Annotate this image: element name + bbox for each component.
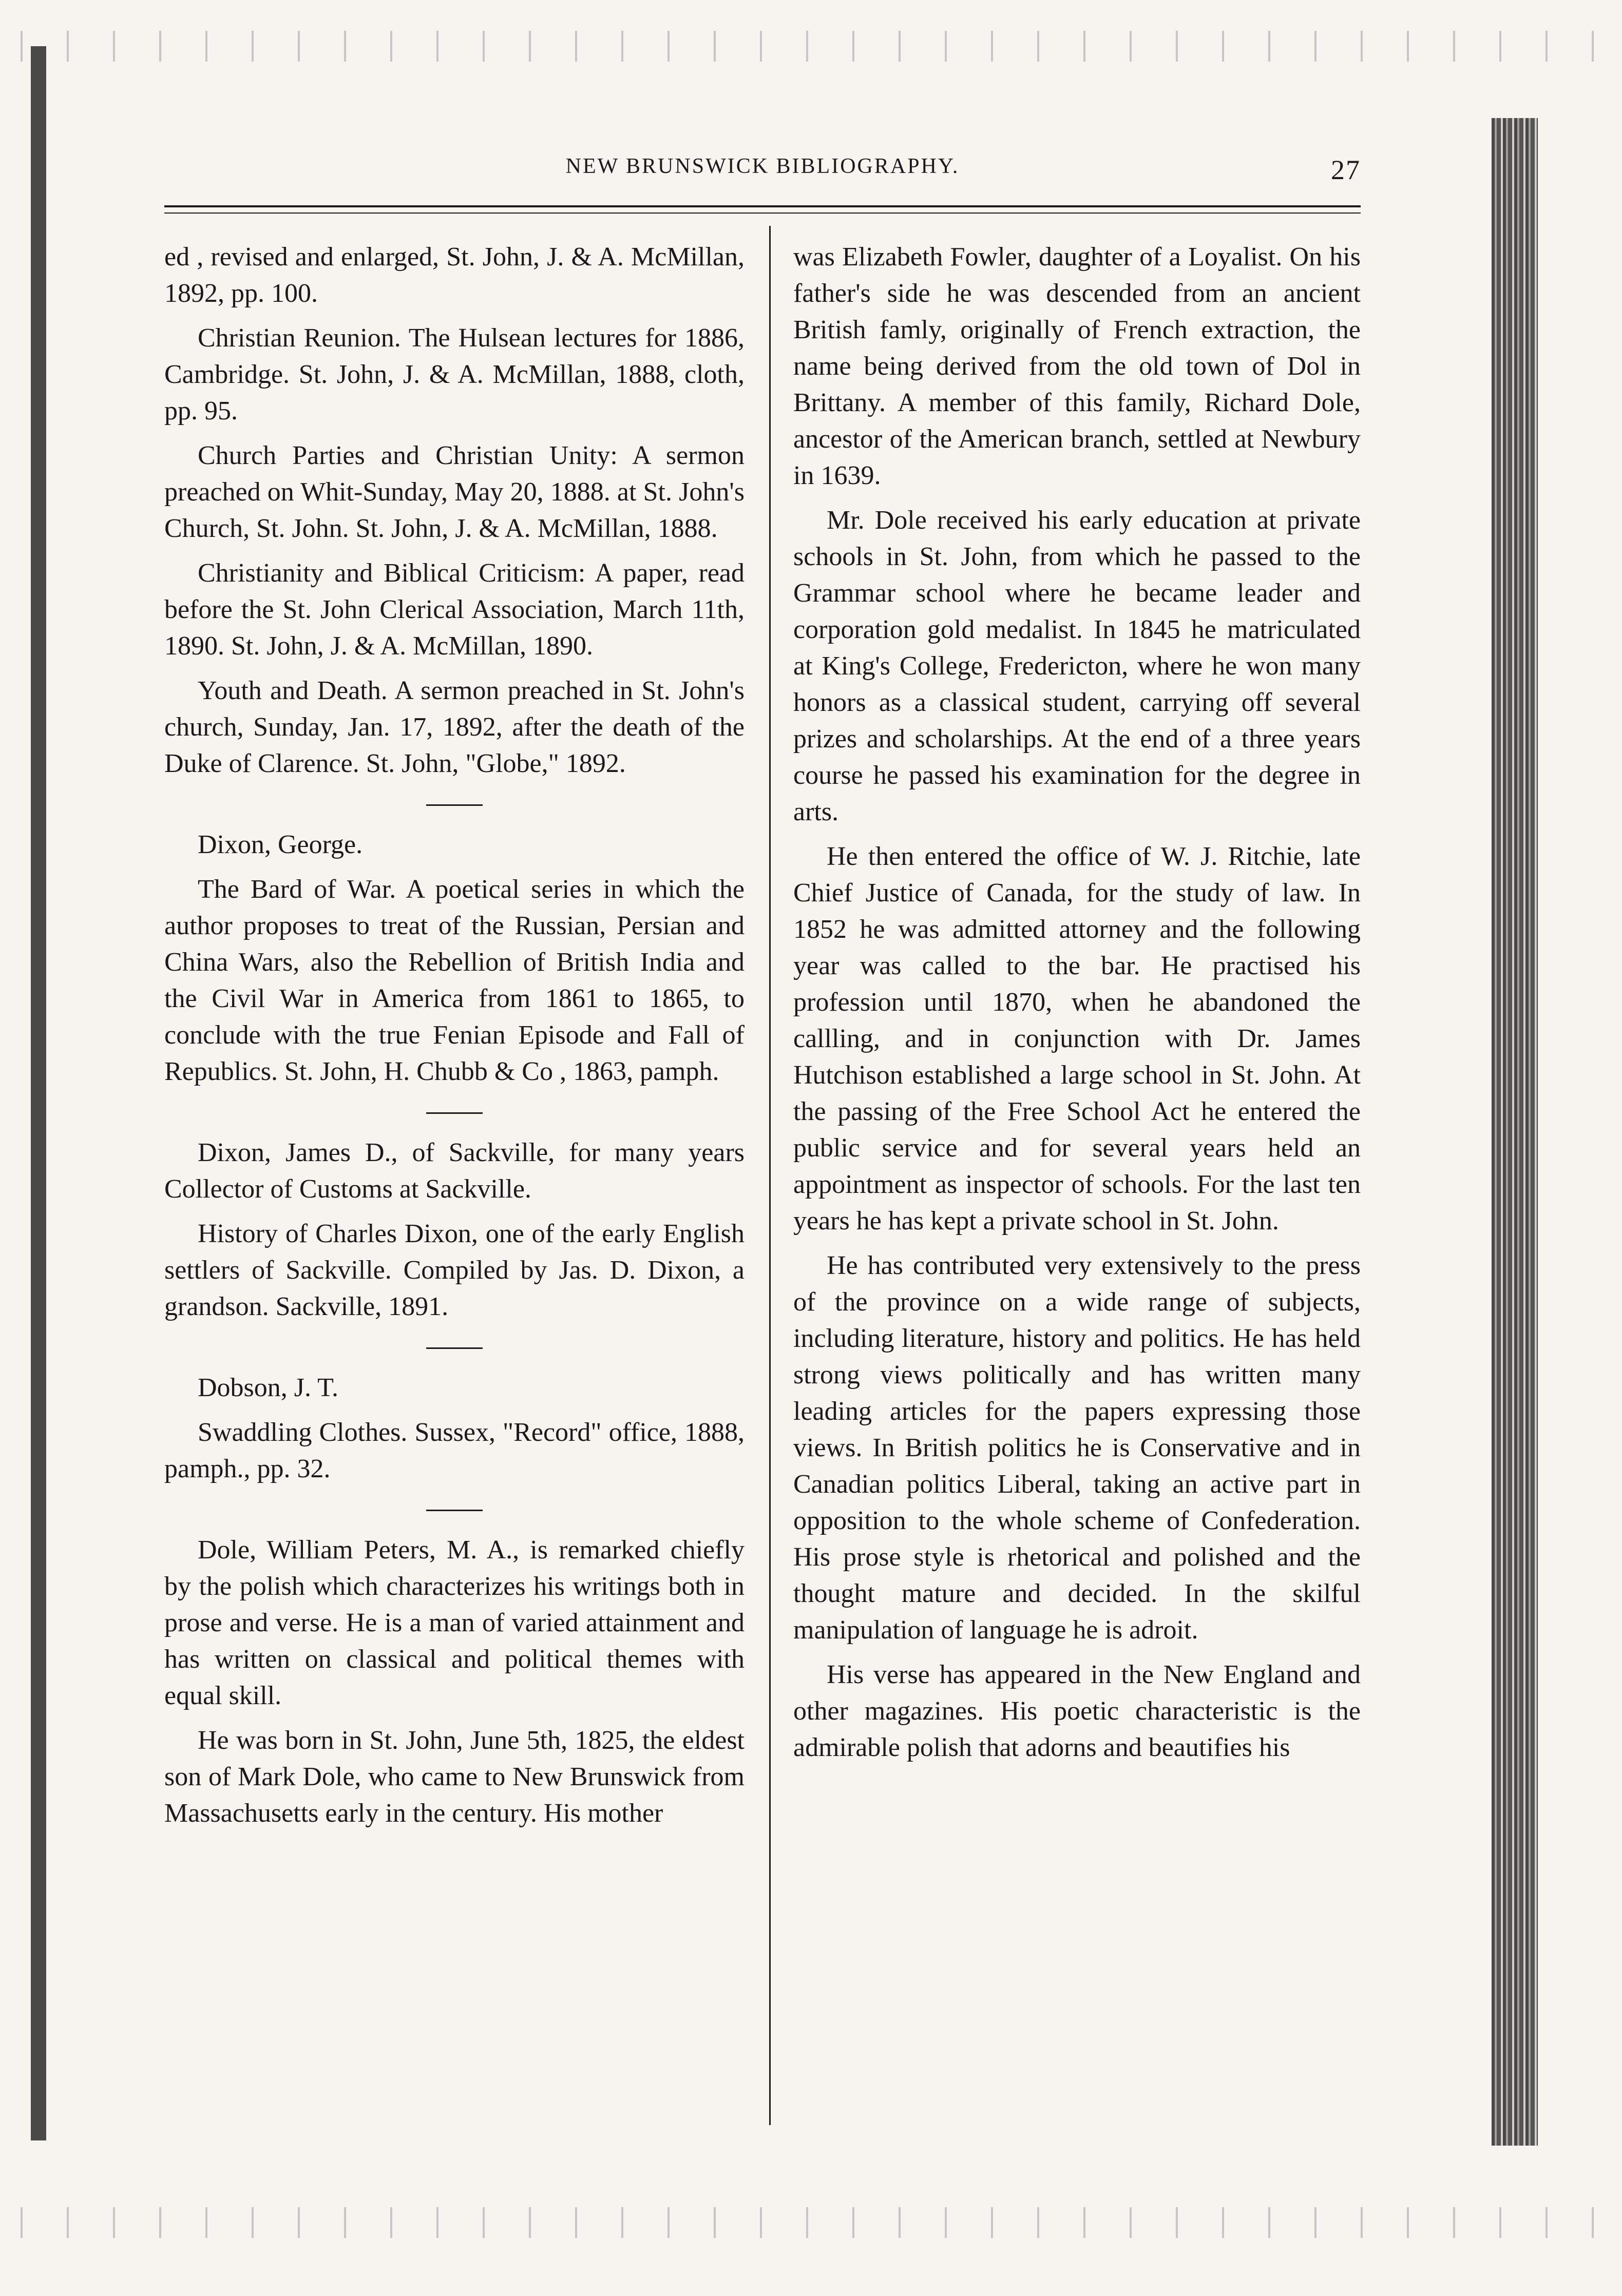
header-rule [164, 205, 1361, 207]
paragraph: Dobson, J. T. [198, 1373, 338, 1402]
entry-separator [426, 804, 483, 806]
right-column [793, 239, 1361, 1766]
entry-separator [426, 1347, 483, 1349]
continued-paragraph: was Elizabeth Fowler, daughter of a Loyalist. On his father's side he was descended from an ancient British famly, originally of French extraction, the name being derived from the old town of Dol in Brittany. A member of this family, Richard Dole, ancestor of the American branch, settled at Newbury in 1639. [793, 242, 1361, 490]
paragraph: His verse has appeared in the New England and other magazines. His poetic characteristic is the admirable polish that adorns and beautifies his [793, 1660, 1361, 1762]
paragraph: History of Charles Dixon, one of the early English settlers of Sackville. Compiled by Jas. D. Dixon, a grandson. Sackville, 1891. [164, 1219, 745, 1321]
paragraph: Dole, William Peters, M. A., is remarked chiefly by the polish which characterizes his writings both in prose and verse. He is a man of varied attainment and has written on classical and political themes with equal skill. [164, 1535, 745, 1710]
header-rule-thin [164, 213, 1361, 214]
paragraph: Dixon, James D., of Sackville, for many years Collector of Customs at Sackville. [164, 1138, 745, 1204]
scan-noise-top [0, 31, 1622, 62]
paragraph: He was born in St. John, June 5th, 1825, the eldest son of Mark Dole, who came to New Brunswick from Massachusetts early in the century. His mother [164, 1726, 745, 1828]
paragraph: Mr. Dole received his early education at private schools in St. John, from which he passed to the Grammar school where he became leader and corporation gold medalist. In 1845 he matriculated at King's College, Fredericton, where he won many honors as a classical student, carrying off several prizes and scholarships. At the end of a three years course he passed his examination for the degree in arts. [793, 506, 1361, 826]
paragraph: Dixon, George. [198, 830, 363, 859]
entry-separator [426, 1510, 483, 1511]
left-column [164, 239, 745, 1831]
paragraph: Christianity and Biblical Criticism: A paper, read before the St. John Clerical Association, March 11th, 1890. St. John, J. & A. McMillan, 1890. [164, 558, 745, 661]
paragraph: Christian Reunion. The Hulsean lectures for 1886, Cambridge. St. John, J. & A. McMillan, 1888, cloth, pp. 95. [164, 323, 745, 426]
paragraph: Church Parties and Christian Unity: A sermon preached on Whit-Sunday, May 20, 1888. at St. John's Church, St. John. St. John, J. & A. McMillan, 1888. [164, 441, 745, 543]
continued-paragraph: ed , revised and enlarged, St. John, J. & A. McMillan, 1892, pp. 100. [164, 242, 745, 308]
entry-separator [426, 1112, 483, 1114]
page-number: 27 [1331, 155, 1361, 185]
column-divider [769, 226, 771, 2125]
paragraph: He has contributed very extensively to the press of the province on a wide range of subjects, including literature, history and politics. He has held strong views politically and has written many leading articles for the papers expressing those views. In British politics he is Conservative and in Canadian politics Liberal, taking an active part in opposition to the whole scheme of Confederation. His prose style is rhetorical and polished and the thought mature and decided. In the skilful manipulation of language he is adroit. [793, 1251, 1361, 1645]
paragraph: He then entered the office of W. J. Ritchie, late Chief Justice of Canada, for the study of law. In 1852 he was admitted attorney and the following year was called to the bar. He practised his profession until 1870, when he abandoned the callling, and in conjunction with Dr. James Hutchison established a large school in St. John. At the passing of the Free School Act he entered the public service and for several years held an appointment as inspector of schools. For the last ten years he has kept a private school in St. John. [793, 842, 1361, 1236]
scan-noise-bottom [0, 2207, 1622, 2238]
scan-binding-edge [31, 46, 46, 2140]
paragraph: Youth and Death. A sermon preached in St. John's church, Sunday, Jan. 17, 1892, after the death of the Duke of Clarence. St. John, "Globe," 1892. [164, 676, 745, 778]
running-title: NEW BRUNSWICK BIBLIOGRAPHY. [565, 155, 960, 178]
paragraph: Swaddling Clothes. Sussex, "Record" office, 1888, pamph., pp. 32. [164, 1418, 745, 1483]
running-head [164, 154, 1361, 195]
paragraph: The Bard of War. A poetical series in which the author proposes to treat of the Russian, Persian and China Wars, also the Rebellion of British India and the Civil War in America from 1861 to 1865, to conclude with the true Fenian Episode and Fall of Republics. St. John, H. Chubb & Co , 1863, pamph. [164, 875, 745, 1086]
scan-page-edge [1492, 118, 1538, 2146]
